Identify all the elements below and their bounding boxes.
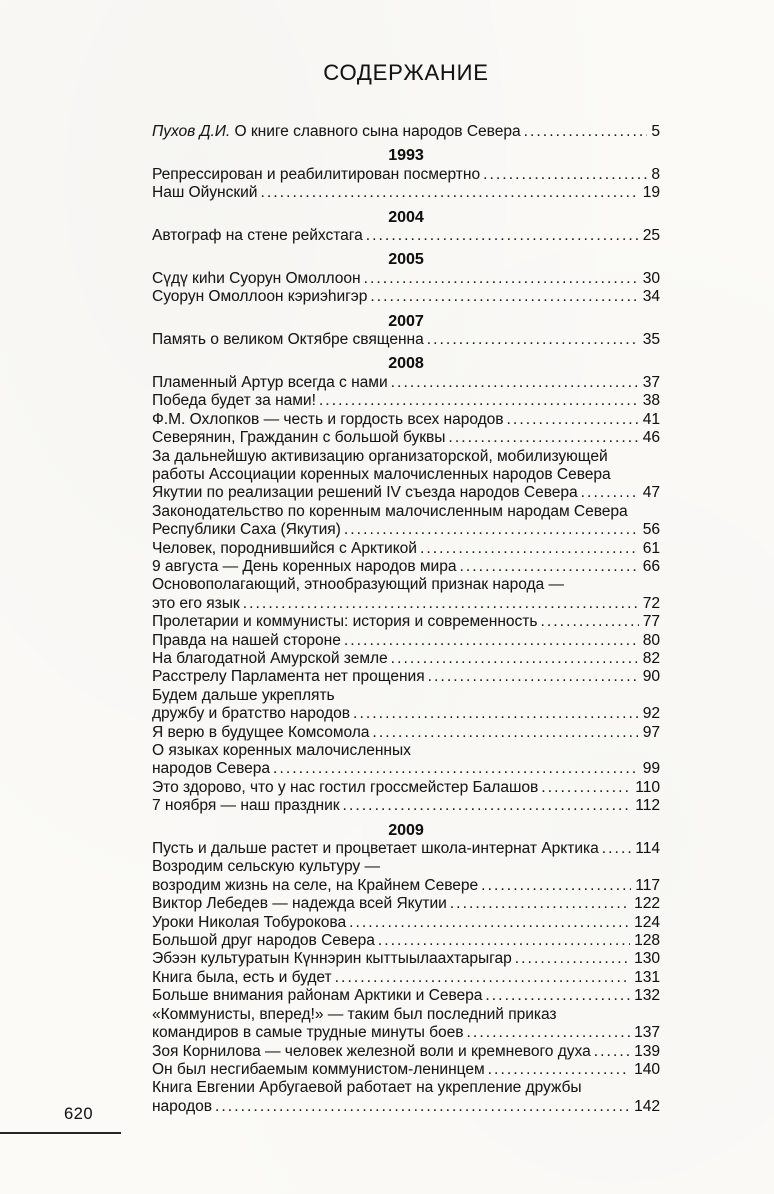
dot-leader	[366, 227, 639, 245]
toc-entry-line	[152, 779, 660, 797]
toc-page-number: 77	[642, 613, 660, 631]
dot-leader	[467, 1024, 631, 1042]
toc-entry-line	[152, 429, 660, 447]
toc-page-number: 124	[634, 913, 660, 931]
toc-entry-title: Больше внимания районам Арктики и Севера	[152, 987, 483, 1005]
toc-entry-wrap-line	[152, 858, 660, 876]
toc-entry-title: Эбээн культуратын Күннэрин кыттыылаахтарыгар	[152, 950, 512, 968]
dot-leader	[488, 1061, 631, 1079]
dot-leader	[540, 613, 638, 631]
toc-entry-line	[152, 705, 660, 723]
table-of-contents	[152, 123, 660, 1116]
toc-entry-title: За дальнейшую активизацию организаторской, мобилизующей	[152, 447, 608, 465]
toc-entry-line	[152, 374, 660, 392]
toc-page-number: 112	[635, 797, 660, 815]
toc-entry-line	[152, 932, 660, 950]
toc-page-number: 82	[642, 649, 660, 667]
toc-page-number: 61	[642, 539, 660, 557]
toc-entry-line	[152, 797, 660, 815]
toc-entry-line	[152, 521, 660, 539]
toc-page-number: 56	[642, 521, 660, 539]
toc-page-number: 41	[642, 410, 660, 428]
toc-entry-line	[152, 914, 660, 932]
dot-leader	[485, 987, 630, 1005]
dot-leader	[427, 331, 639, 349]
dot-leader	[420, 540, 639, 558]
toc-page-number: 35	[642, 331, 660, 349]
toc-entry-title: Основополагающий, этнообразующий признак народа —	[152, 576, 564, 594]
toc-page-number: 142	[634, 1097, 660, 1115]
toc-entry-title: Пролетарии и коммунисты: история и современность	[152, 613, 538, 631]
dot-leader	[391, 374, 639, 392]
toc-entry-title: народов Севера	[152, 760, 271, 778]
toc-entry-wrap-line	[152, 448, 660, 466]
toc-page-number: 131	[634, 968, 660, 986]
toc-entry-line	[152, 895, 660, 913]
toc-entry-title: Книга была, есть и будет	[152, 968, 332, 986]
toc-entry-line	[152, 724, 660, 742]
toc-entry-title: Якутии по реализации решений IV съезда народов Севера	[152, 484, 578, 502]
toc-entry-line	[152, 540, 660, 558]
toc-entry-wrap-line	[152, 503, 660, 521]
toc-year-heading: 2005	[388, 251, 424, 269]
toc-year-heading: 2004	[388, 208, 424, 226]
toc-year-heading: 2009	[388, 821, 424, 839]
dot-leader	[450, 895, 630, 913]
toc-page-number: 97	[642, 723, 660, 741]
dot-leader	[515, 950, 630, 968]
toc-year-heading: 2008	[388, 355, 424, 373]
folio-page-number: 620	[64, 1105, 94, 1123]
toc-entry-line	[152, 950, 660, 968]
dot-leader	[335, 969, 631, 987]
toc-entry-wrap-line	[152, 1006, 660, 1024]
dot-leader	[507, 411, 639, 429]
dot-leader	[594, 1043, 630, 1061]
toc-page-number: 72	[642, 594, 660, 612]
dot-leader	[344, 521, 639, 539]
dot-leader	[370, 288, 638, 306]
toc-entry-title: На благодатной Амурской земле	[152, 649, 388, 667]
toc-entry-line	[152, 227, 660, 245]
toc-entry-wrap-line	[152, 466, 660, 484]
toc-page-number: 137	[634, 1024, 660, 1042]
toc-entry-wrap-line	[152, 742, 660, 760]
toc-entry-line	[152, 558, 660, 576]
toc-entry-line	[152, 166, 660, 184]
dot-leader	[459, 558, 638, 576]
toc-entry-line	[152, 270, 660, 288]
toc-page-number: 114	[635, 840, 660, 858]
toc-page-number: 47	[642, 484, 660, 502]
toc-entry-title: Автограф на стене рейхстага	[152, 227, 363, 245]
toc-content-column	[152, 61, 660, 1116]
toc-entry-title: Правда на нашей стороне	[152, 631, 341, 649]
toc-entry-line	[152, 184, 660, 202]
toc-page-number: 110	[635, 778, 660, 796]
dot-leader	[581, 484, 639, 502]
dot-leader	[319, 392, 639, 410]
toc-entry-title: Законодательство по коренным малочисленным народам Севера	[152, 502, 628, 520]
toc-page-number: 130	[634, 950, 660, 968]
toc-entry-title: Ф.М. Охлопков — честь и гордость всех народов	[152, 410, 504, 428]
toc-entry-wrap-line	[152, 687, 660, 705]
toc-entry-title: Северянин, Гражданин с большой буквы	[152, 429, 446, 447]
toc-page-number: 46	[642, 429, 660, 447]
toc-entry-line	[152, 613, 660, 631]
dot-leader	[353, 705, 639, 723]
page-title: СОДЕРЖАНИЕ	[323, 60, 489, 85]
toc-entry-line	[152, 969, 660, 987]
toc-entry-title: Репрессирован и реабилитирован посмертно	[152, 165, 481, 183]
toc-entry-line	[152, 392, 660, 410]
toc-entry-line	[152, 1043, 660, 1061]
toc-entry-title: народов	[152, 1097, 212, 1115]
toc-entry-line	[152, 1061, 660, 1079]
toc-entry-line	[152, 1024, 660, 1042]
toc-page-number: 19	[642, 184, 660, 202]
toc-entry-author: Пухов Д.И.	[152, 123, 235, 140]
toc-entry-title: Виктор Лебедев — надежда всей Якутии	[152, 895, 447, 913]
dot-leader	[243, 595, 639, 613]
toc-year-heading: 2007	[388, 312, 424, 330]
dot-leader	[215, 1098, 630, 1116]
toc-entry-line	[152, 288, 660, 306]
toc-page-number: 99	[642, 760, 660, 778]
toc-entry-line	[152, 632, 660, 650]
toc-entry-title: Память о великом Октябре священна	[152, 331, 424, 349]
dot-leader	[273, 760, 639, 778]
toc-entry-title: Это здорово, что у нас гостил гроссмейстер Балашов	[152, 778, 539, 796]
toc-page-number: 92	[642, 705, 660, 723]
dot-leader	[372, 724, 638, 742]
toc-entry-title: Он был несгибаемым коммунистом-ленинцем	[152, 1060, 485, 1078]
toc-entry-line	[152, 331, 660, 349]
toc-entry-title: О языках коренных малочисленных	[152, 742, 411, 759]
toc-page-number: 66	[642, 557, 660, 575]
toc-page-number: 122	[634, 895, 660, 913]
toc-page-number: 25	[642, 227, 660, 245]
toc-entry-title: 7 ноября — наш праздник	[152, 797, 340, 815]
toc-entry-title: 9 августа — День коренных народов мира	[152, 557, 457, 575]
toc-page-number: 5	[651, 123, 660, 140]
toc-year-heading: 1993	[388, 147, 424, 165]
toc-entry-title: Пухов Д.И. О книге славного сына народов Севера	[152, 123, 521, 140]
toc-entry-title: Пламенный Артур всегда с нами	[152, 373, 388, 391]
dot-leader	[481, 877, 631, 895]
toc-page-number: 30	[642, 269, 660, 287]
dot-leader	[524, 123, 648, 141]
dot-leader	[428, 668, 639, 686]
toc-entry-title: Победа будет за нами!	[152, 392, 316, 410]
toc-entry-title: Будем дальше укреплять	[152, 686, 335, 704]
toc-entry-line	[152, 668, 660, 686]
toc-entry-line	[152, 123, 660, 141]
toc-entry-title: Книга Евгении Арбугаевой работает на укрепление дружбы	[152, 1079, 582, 1097]
toc-entry-title: возродим жизнь на селе, на Крайнем Севере	[152, 876, 479, 894]
footer-rule	[0, 1132, 121, 1134]
toc-entry-wrap-line	[152, 576, 660, 594]
toc-entry-title: Пусть и дальше растет и процветает школа-интернат Арктика	[152, 840, 599, 858]
toc-entry-title: Наш Ойунский	[152, 184, 258, 202]
toc-entry-line	[152, 760, 660, 778]
dot-leader	[391, 650, 639, 668]
toc-page-number: 8	[651, 165, 660, 183]
toc-entry-title: Человек, породнившийся с Арктикой	[152, 539, 417, 557]
toc-entry-line	[152, 840, 660, 858]
toc-page-number: 132	[634, 987, 660, 1005]
toc-page-number: 34	[642, 288, 660, 306]
toc-entry-title: это его язык	[152, 594, 240, 612]
toc-entry-title: Расстрелу Парламента нет прощения	[152, 668, 425, 686]
toc-entry-line	[152, 650, 660, 668]
dot-leader	[344, 632, 639, 650]
dot-leader	[349, 914, 630, 932]
dot-leader	[343, 797, 632, 815]
dot-leader	[364, 270, 639, 288]
dot-leader	[602, 840, 632, 858]
toc-page-number: 37	[642, 373, 660, 391]
toc-entry-line	[152, 411, 660, 429]
toc-entry-title: Зоя Корнилова — человек железной воли и кремневого духа	[152, 1042, 591, 1060]
dot-leader	[378, 932, 630, 950]
toc-entry-title: Я верю в будущее Комсомола	[152, 723, 370, 741]
toc-entry-line	[152, 877, 660, 895]
toc-entry-wrap-line	[152, 1079, 660, 1097]
toc-page-number: 80	[642, 631, 660, 649]
toc-entry-title: дружбу и братство народов	[152, 705, 351, 723]
toc-page-number: 140	[634, 1060, 660, 1078]
toc-entry-line	[152, 987, 660, 1005]
dot-leader	[483, 166, 647, 184]
toc-page-number: 90	[642, 668, 660, 686]
dot-leader	[448, 429, 638, 447]
toc-entry-line	[152, 595, 660, 613]
toc-page-number: 128	[634, 932, 660, 950]
toc-entry-title: Сүдү киһи Суорун Омоллоон	[152, 269, 361, 287]
toc-entry-title: Возродим сельскую культуру —	[152, 858, 380, 876]
toc-entry-title: Суорун Омоллоон кэриэһигэр	[152, 288, 368, 306]
toc-entry-line	[152, 484, 660, 502]
toc-entry-title: командиров в самые трудные минуты боев	[152, 1024, 464, 1042]
toc-entry-title: Республики Саха (Якутия)	[152, 521, 341, 539]
toc-entry-title: «Коммунисты, вперед!» — таким был последний приказ	[152, 1005, 557, 1023]
toc-page-number: 117	[635, 876, 660, 894]
toc-entry-line	[152, 1098, 660, 1116]
toc-page-number: 139	[634, 1042, 660, 1060]
dot-leader	[541, 779, 631, 797]
toc-entry-title: работы Ассоциации коренных малочисленных народов Севера	[152, 465, 611, 483]
toc-entry-title: Уроки Николая Тобурокова	[152, 913, 347, 931]
toc-entry-title: Большой друг народов Севера	[152, 932, 375, 950]
toc-page-number: 38	[642, 392, 660, 410]
dot-leader	[260, 184, 638, 202]
